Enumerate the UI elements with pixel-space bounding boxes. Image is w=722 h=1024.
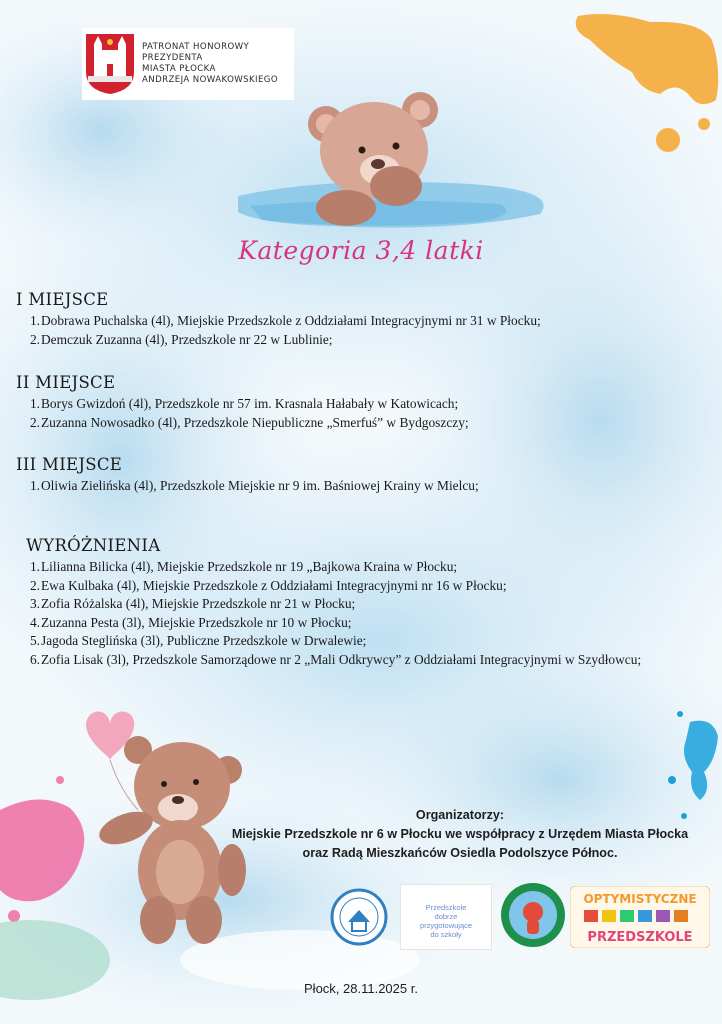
preschool-no6-round-logo-icon <box>500 882 566 948</box>
organizers-heading: Organizatorzy: <box>415 808 505 822</box>
logo-text-line: do szkoły <box>430 930 462 939</box>
partner-logos <box>330 882 710 954</box>
honorary-patronage-badge <box>82 28 294 100</box>
item-number: 1. <box>29 396 40 411</box>
item-number: 2. <box>29 331 40 347</box>
winners-list <box>16 312 706 349</box>
item-number: 2. <box>29 414 40 430</box>
list-item <box>26 577 706 596</box>
patronage-line: ANDRZEJA NOWAKOWSKIEGO <box>142 75 279 85</box>
preschool-ready-for-school-logo <box>400 884 492 950</box>
list-item <box>26 558 706 577</box>
item-text: Zofia Lisak (3l), Przedszkole Samorządowe nr 2 „Mali Odkrywcy” z Oddziałami Integracyjnymi w Szydłowcu; <box>41 651 642 667</box>
logo-text-line: dobrze <box>434 912 458 921</box>
list-item <box>26 632 706 651</box>
item-number: 5. <box>29 633 40 648</box>
list-item <box>16 331 706 350</box>
item-number: 1. <box>29 478 40 493</box>
item-text: Lilianna Bilicka (4l), Miejskie Przedszkole nr 19 „Bajkowa Kraina w Płocku; <box>41 559 458 574</box>
list-item <box>16 395 706 414</box>
item-number: 1. <box>29 313 40 328</box>
preschool-circle-logo-icon <box>330 888 388 946</box>
document-date: Płock, 28.11.2025 r. <box>304 981 418 996</box>
item-text: Borys Gwizdoń (4l), Przedszkole nr 57 im. Krasnala Hałabały w Katowicach; <box>41 396 459 411</box>
item-text: Dobrawa Puchalska (4l), Miejskie Przedszkole z Oddziałami Integracyjnymi nr 31 w Płocku; <box>41 313 541 328</box>
patronage-line: PREZYDENTA <box>142 53 203 63</box>
list-item <box>16 312 706 331</box>
patronage-line: PATRONAT HONOROWY <box>142 42 250 52</box>
list-item <box>26 595 706 614</box>
organizers-line: oraz Radą Mieszkańców Osiedla Podolszyce Północ. <box>302 846 618 860</box>
third-place-section <box>16 455 706 496</box>
item-number: 4. <box>29 614 40 630</box>
optimistic-preschool-logo-icon <box>570 886 710 948</box>
section-heading: II MIEJSCE <box>16 373 116 392</box>
item-text: Jagoda Steglińska (3l), Publiczne Przedszkole w Drwalewie; <box>41 633 367 648</box>
winners-list <box>16 477 706 496</box>
item-text: Demczuk Zuzanna (4l), Przedszkole nr 22 w Lublinie; <box>41 331 333 347</box>
section-heading: I MIEJSCE <box>16 290 109 309</box>
item-text: Oliwia Zielińska (4l), Przedszkole Miejskie nr 9 im. Baśniowej Krainy w Mielcu; <box>41 478 479 493</box>
mentions-list <box>26 558 706 669</box>
patronage-text <box>142 42 278 86</box>
list-item <box>26 614 706 633</box>
logo4-top-text: OPTYMISTYCZNE <box>583 892 697 906</box>
organizers-block <box>180 806 722 863</box>
second-place-section <box>16 373 706 432</box>
logo4-bottom-text: PRZEDSZKOLE <box>587 930 693 945</box>
item-text: Zofia Różalska (4l), Miejskie Przedszkole nr 21 w Płocku; <box>41 596 356 611</box>
winners-list <box>16 395 706 432</box>
first-place-section <box>16 290 706 349</box>
item-text: Zuzanna Nowosadko (4l), Przedszkole Niepubliczne „Smerfuś” w Bydgoszczy; <box>41 414 469 430</box>
logo-text-line: Przedszkole <box>425 903 467 912</box>
item-number: 1. <box>29 559 40 574</box>
plock-coat-of-arms-icon <box>84 32 136 96</box>
section-heading: III MIEJSCE <box>16 455 123 474</box>
item-number: 2. <box>29 577 40 593</box>
item-text: Ewa Kulbaka (4l), Miejskie Przedszkole z Oddziałami Integracyjnymi nr 16 w Płocku; <box>41 577 507 593</box>
honorable-mentions-section <box>26 536 706 669</box>
list-item <box>16 414 706 433</box>
section-heading: WYRÓŻNIENIA <box>26 536 161 555</box>
patronage-line: MIASTA PŁOCKA <box>142 64 216 74</box>
item-number: 6. <box>29 651 40 667</box>
item-text: Zuzanna Pesta (3l), Miejskie Przedszkole nr 10 w Płocku; <box>41 614 352 630</box>
teddy-bear-top-illustration <box>300 88 460 228</box>
list-item <box>26 651 706 670</box>
item-number: 3. <box>29 596 40 611</box>
logo-text-line: przygotowujące <box>419 921 473 930</box>
category-title: Kategoria 3,4 latki <box>238 236 484 265</box>
list-item <box>16 477 706 496</box>
organizers-line: Miejskie Przedszkole nr 6 w Płocku we współpracy z Urzędem Miasta Płocka <box>231 827 689 841</box>
